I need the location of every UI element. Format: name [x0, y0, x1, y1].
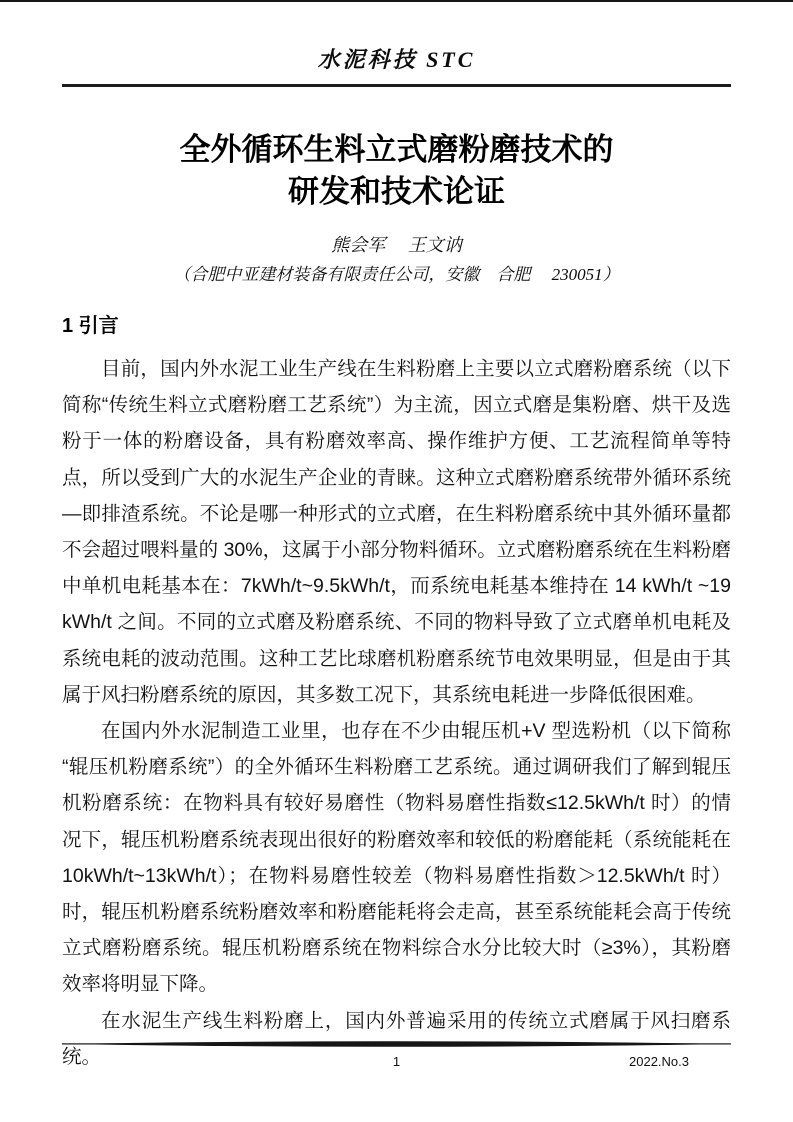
page-footer: [0, 1038, 793, 1098]
issue-label: 2022.No.3: [629, 1054, 689, 1069]
article-title-line1: 全外循环生料立式磨粉磨技术的: [179, 132, 614, 167]
header-rule: [62, 84, 731, 87]
introduction-body: [62, 351, 731, 1075]
page-content: [0, 46, 793, 1075]
authors-line: 熊会军 王文讷: [331, 235, 462, 255]
footer-rule: [62, 1040, 731, 1048]
paragraph: 在国内外水泥制造工业里，也存在不少由辊压机+V 型选粉机（以下简称“辊压机粉磨系统”）的全外循环生料粉磨工艺系统。通过调研我们了解到辊压机粉磨系统：在物料具有较好易磨性（物料易磨性指数≤12.5kWh/t 时）的情况下，辊压机粉磨系统表现出很好的粉磨效率和较低的粉磨能耗（系统能耗在10kWh/t~13kWh/t）；在物料易磨性较差（物料易磨性指数＞12.5kWh/t 时）时，辊压机粉磨系统粉磨效率和粉磨能耗将会走高，甚至系统能耗会高于传统立式磨粉磨系统。辊压机粉磨系统在物料综合水分比较大时（≥3%），其粉磨效率将明显下降。: [62, 720, 731, 996]
paragraph: 在水泥生产线生料粉磨上，国内外普遍采用的传统立式磨属于风扫磨系统。: [62, 1009, 731, 1068]
journal-title: 水泥科技 STC: [317, 47, 476, 72]
top-edge-rule: [0, 0, 793, 2]
article-title: [62, 129, 731, 213]
paragraph: 目前，国内外水泥工业生产线在生料粉磨上主要以立式磨粉磨系统（以下简称“传统生料立式磨粉磨工艺系统”）为主流，因立式磨是集粉磨、烘干及选粉于一体的粉磨设备，具有粉磨效率高、操作维护方便、工艺流程简单等特点，所以受到广大的水泥生产企业的青睐。这种立式磨粉磨系统带外循环系统—即排渣系统。不论是哪一种形式的立式磨，在生料粉磨系统中其外循环量都不会超过喂料量的 30%，这属于小部分物料循环。立式磨粉磨系统在生料粉磨中单机电耗基本在：7kWh/t~9.5kWh/t，而系统电耗基本维持在 14 kWh/t ~19 kWh/t 之间。不同的立式磨及粉磨系统、不同的物料导致了立式磨单机电耗及系统电耗的波动范围。这种工艺比球磨机粉磨系统节电效果明显，但是由于其属于风扫粉磨系统的原因，其多数工况下，其系统电耗进一步降低很困难。: [62, 358, 731, 706]
article-title-line2: 研发和技术论证: [288, 174, 505, 209]
section-heading-introduction: 1 引言: [62, 315, 119, 337]
affiliation-line: （合肥中亚建材装备有限责任公司，安徽 合肥 230051）: [173, 265, 620, 284]
page-number: 1: [392, 1054, 401, 1069]
